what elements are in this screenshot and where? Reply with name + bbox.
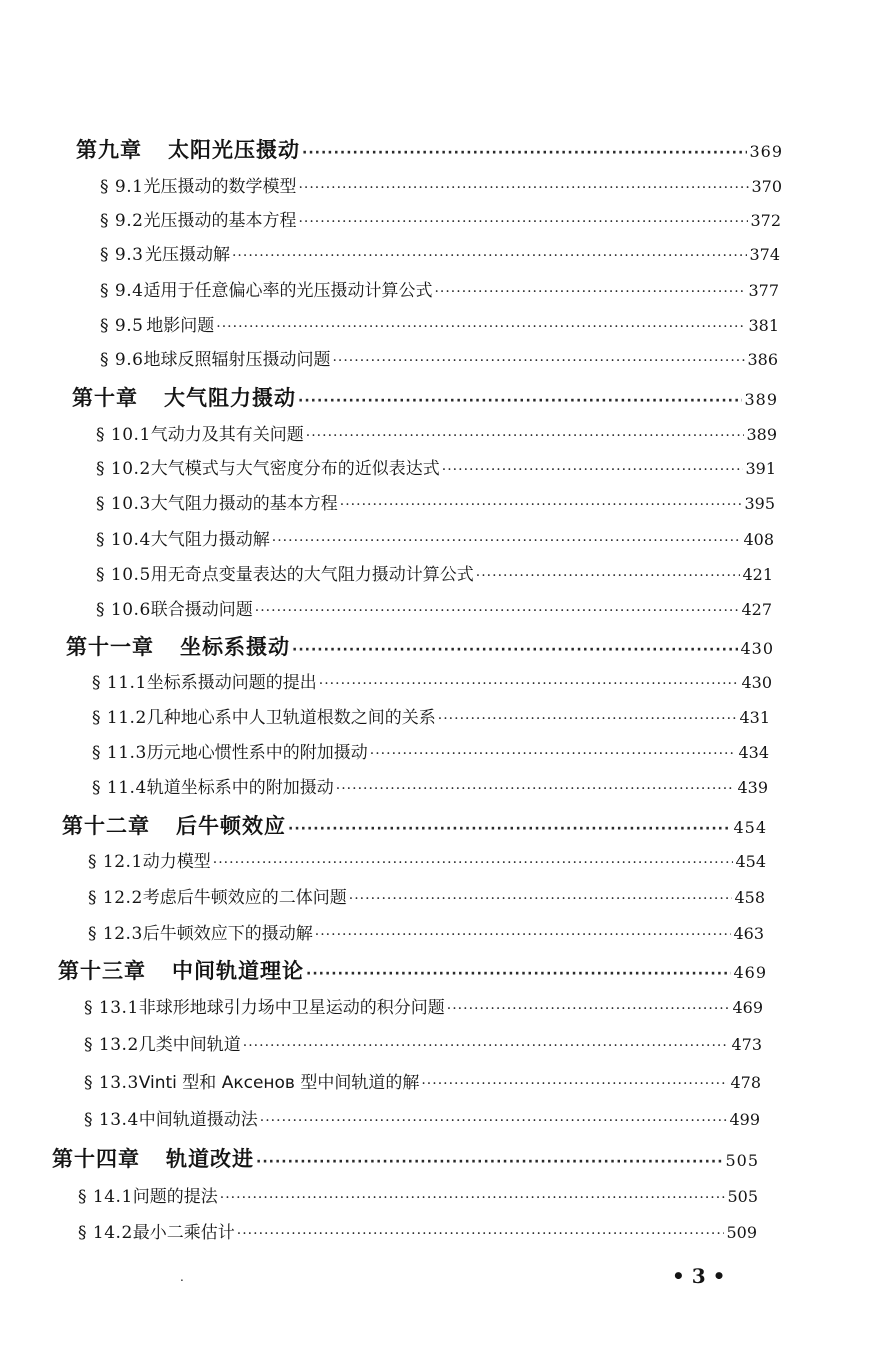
dot-leader — [288, 821, 731, 837]
page-number: 505 — [727, 1187, 758, 1206]
page-number: 395 — [744, 494, 775, 513]
page-number: 386 — [747, 350, 778, 369]
section-entry — [100, 345, 778, 370]
page-number: 463 — [733, 924, 764, 943]
section-title: 大气模式与大气密度分布的近似表达式 — [150, 459, 440, 479]
page-number: 421 — [742, 565, 773, 584]
chapter-number: 第十一章 — [66, 635, 154, 659]
section-title: 几类中间轨道 — [138, 1035, 241, 1055]
section-number: § 13.1 — [84, 998, 139, 1018]
chapter-number: 第十章 — [72, 386, 138, 410]
section-number: § 13.4 — [84, 1110, 139, 1130]
section-title: 光压摄动解 — [144, 245, 230, 265]
section-number: § 11.3 — [92, 743, 147, 763]
chapter-number: 第十三章 — [58, 959, 146, 983]
chapter-entry — [58, 955, 767, 985]
section-entry — [100, 206, 781, 231]
section-number: § 13.2 — [84, 1035, 139, 1055]
page-number: 499 — [729, 1110, 760, 1129]
page-number: 408 — [743, 530, 774, 549]
section-number: § 12.2 — [88, 888, 143, 908]
section-title: 考虑后牛顿效应的二体问题 — [142, 888, 347, 908]
section-entry — [84, 1105, 760, 1130]
dot-leader — [220, 1190, 726, 1206]
page-number-footer: • 3 • — [672, 1264, 726, 1288]
chapter-title: 坐标系摄动 — [180, 635, 290, 659]
section-entry — [100, 172, 782, 197]
section-entry — [84, 1030, 762, 1055]
section-title: 坐标系摄动问题的提出 — [146, 673, 317, 693]
dot-leader — [232, 248, 747, 264]
section-number: § 10.1 — [96, 425, 151, 445]
page-number: 434 — [738, 743, 769, 762]
page-number: 454 — [733, 818, 767, 837]
section-entry — [84, 993, 763, 1018]
chapter-number: 第十四章 — [52, 1147, 140, 1171]
chapter-title: 大气阻力摄动 — [164, 386, 296, 410]
section-number: § 9.5 — [100, 316, 144, 336]
section-title: 联合摄动问题 — [150, 600, 253, 620]
section-number: § 9.4 — [100, 281, 144, 301]
section-title: 动力模型 — [142, 852, 211, 872]
dot-leader — [298, 214, 748, 230]
dot-leader — [447, 1001, 731, 1017]
section-number: § 9.3 — [100, 245, 144, 265]
page-number: 370 — [751, 177, 782, 196]
section-title: Vinti 型和 Аксенов 型中间轨道的解 — [138, 1073, 420, 1093]
section-title: 非球形地球引力场中卫星运动的积分问题 — [138, 998, 445, 1018]
chapter-entry — [76, 134, 783, 164]
section-title: 地影问题 — [146, 316, 215, 336]
page-number: 377 — [748, 281, 779, 300]
print-speck: . — [180, 1270, 184, 1284]
section-number: § 14.2 — [78, 1223, 133, 1243]
section-entry — [88, 883, 765, 908]
chapter-title: 轨道改进 — [166, 1147, 254, 1171]
page-number: 469 — [733, 963, 767, 982]
dot-leader — [255, 603, 740, 619]
page-number: 430 — [740, 639, 774, 658]
dot-leader — [442, 462, 744, 478]
chapter-entry — [52, 1143, 759, 1173]
section-title: 最小二乘估计 — [132, 1223, 235, 1243]
section-number: § 10.6 — [96, 600, 151, 620]
section-number: § 9.1 — [100, 177, 144, 197]
chapter-title: 中间轨道理论 — [172, 959, 304, 983]
page-number: 458 — [734, 888, 765, 907]
section-entry — [96, 489, 775, 514]
chapter-title: 太阳光压摄动 — [168, 138, 300, 162]
dot-leader — [319, 676, 740, 692]
dot-leader — [340, 497, 743, 513]
chapter-number: 第十二章 — [62, 814, 150, 838]
section-entry — [88, 919, 764, 944]
section-title: 光压摄动的基本方程 — [143, 211, 297, 231]
section-number: § 9.2 — [100, 211, 144, 231]
page-number: 374 — [749, 245, 780, 264]
page-number: 454 — [735, 852, 766, 871]
dot-leader — [216, 319, 746, 335]
section-entry — [96, 560, 773, 585]
page-number: 381 — [748, 316, 779, 335]
page-number: 473 — [731, 1035, 762, 1054]
section-title: 后牛顿效应下的摄动解 — [142, 924, 313, 944]
section-title: 轨道坐标系中的附加摄动 — [146, 778, 334, 798]
dot-leader — [332, 353, 745, 369]
dot-leader — [243, 1038, 730, 1054]
section-title: 适用于任意偏心率的光压摄动计算公式 — [143, 281, 433, 301]
dot-leader — [213, 855, 734, 871]
section-number: § 13.3 — [84, 1073, 139, 1093]
dot-leader — [298, 393, 742, 409]
dot-leader — [256, 1154, 723, 1170]
section-entry — [96, 595, 772, 620]
section-entry — [100, 240, 780, 265]
section-entry — [92, 703, 770, 728]
section-entry — [88, 847, 766, 872]
section-title: 用无奇点变量表达的大气阻力摄动计算公式 — [150, 565, 474, 585]
page-number: 427 — [741, 600, 772, 619]
section-number: § 12.3 — [88, 924, 143, 944]
section-title: 地球反照辐射压摄动问题 — [143, 350, 331, 370]
section-entry — [100, 311, 779, 336]
dot-leader — [438, 711, 738, 727]
chapter-entry — [66, 631, 774, 661]
section-entry — [92, 738, 769, 763]
page-number: 372 — [750, 211, 781, 230]
section-number: § 10.3 — [96, 494, 151, 514]
dot-leader — [302, 145, 747, 161]
section-entry — [92, 773, 768, 798]
dot-leader — [306, 428, 745, 444]
page-number: 509 — [726, 1223, 757, 1242]
page-number: 391 — [745, 459, 776, 478]
dot-leader — [370, 746, 737, 762]
section-number: § 10.5 — [96, 565, 151, 585]
dot-leader — [306, 966, 731, 982]
dot-leader — [272, 533, 742, 549]
section-number: § 11.4 — [92, 778, 147, 798]
page-number: 469 — [732, 998, 763, 1017]
section-title: 中间轨道摄动法 — [138, 1110, 258, 1130]
chapter-entry — [72, 382, 778, 412]
dot-leader — [292, 642, 738, 658]
page-number: 439 — [737, 778, 768, 797]
section-number: § 10.4 — [96, 530, 151, 550]
section-number: § 11.2 — [92, 708, 147, 728]
section-entry — [96, 420, 777, 445]
dot-leader — [349, 891, 733, 907]
section-title: 大气阻力摄动的基本方程 — [150, 494, 338, 514]
section-title: 历元地心惯性系中的附加摄动 — [146, 743, 368, 763]
dot-leader — [298, 180, 749, 196]
chapter-entry — [62, 810, 767, 840]
section-title: 气动力及其有关问题 — [150, 425, 304, 445]
chapter-number: 第九章 — [76, 138, 142, 162]
page-number: 389 — [746, 425, 777, 444]
dot-leader — [476, 568, 741, 584]
section-title: 大气阻力摄动解 — [150, 530, 270, 550]
section-entry — [84, 1068, 761, 1093]
section-title: 问题的提法 — [132, 1187, 218, 1207]
section-entry — [92, 668, 772, 693]
page-number: 478 — [730, 1073, 761, 1092]
section-entry — [78, 1182, 758, 1207]
page-number: 430 — [741, 673, 772, 692]
page-number: 369 — [749, 142, 783, 161]
section-number: § 9.6 — [100, 350, 144, 370]
dot-leader — [434, 284, 746, 300]
section-entry — [96, 454, 776, 479]
dot-leader — [315, 927, 732, 943]
dot-leader — [237, 1226, 725, 1242]
page-number: 431 — [739, 708, 770, 727]
section-number: § 12.1 — [88, 852, 143, 872]
section-entry — [78, 1218, 757, 1243]
dot-leader — [260, 1113, 728, 1129]
page-number: 505 — [725, 1151, 759, 1170]
page-number: 389 — [744, 390, 778, 409]
section-title: 几种地心系中人卫轨道根数之间的关系 — [146, 708, 436, 728]
section-number: § 14.1 — [78, 1187, 133, 1207]
section-number: § 11.1 — [92, 673, 147, 693]
dot-leader — [336, 781, 736, 797]
section-number: § 10.2 — [96, 459, 151, 479]
chapter-title: 后牛顿效应 — [176, 814, 286, 838]
section-entry — [100, 276, 779, 301]
section-entry — [96, 525, 774, 550]
dot-leader — [421, 1076, 728, 1092]
section-title: 光压摄动的数学模型 — [143, 177, 297, 197]
